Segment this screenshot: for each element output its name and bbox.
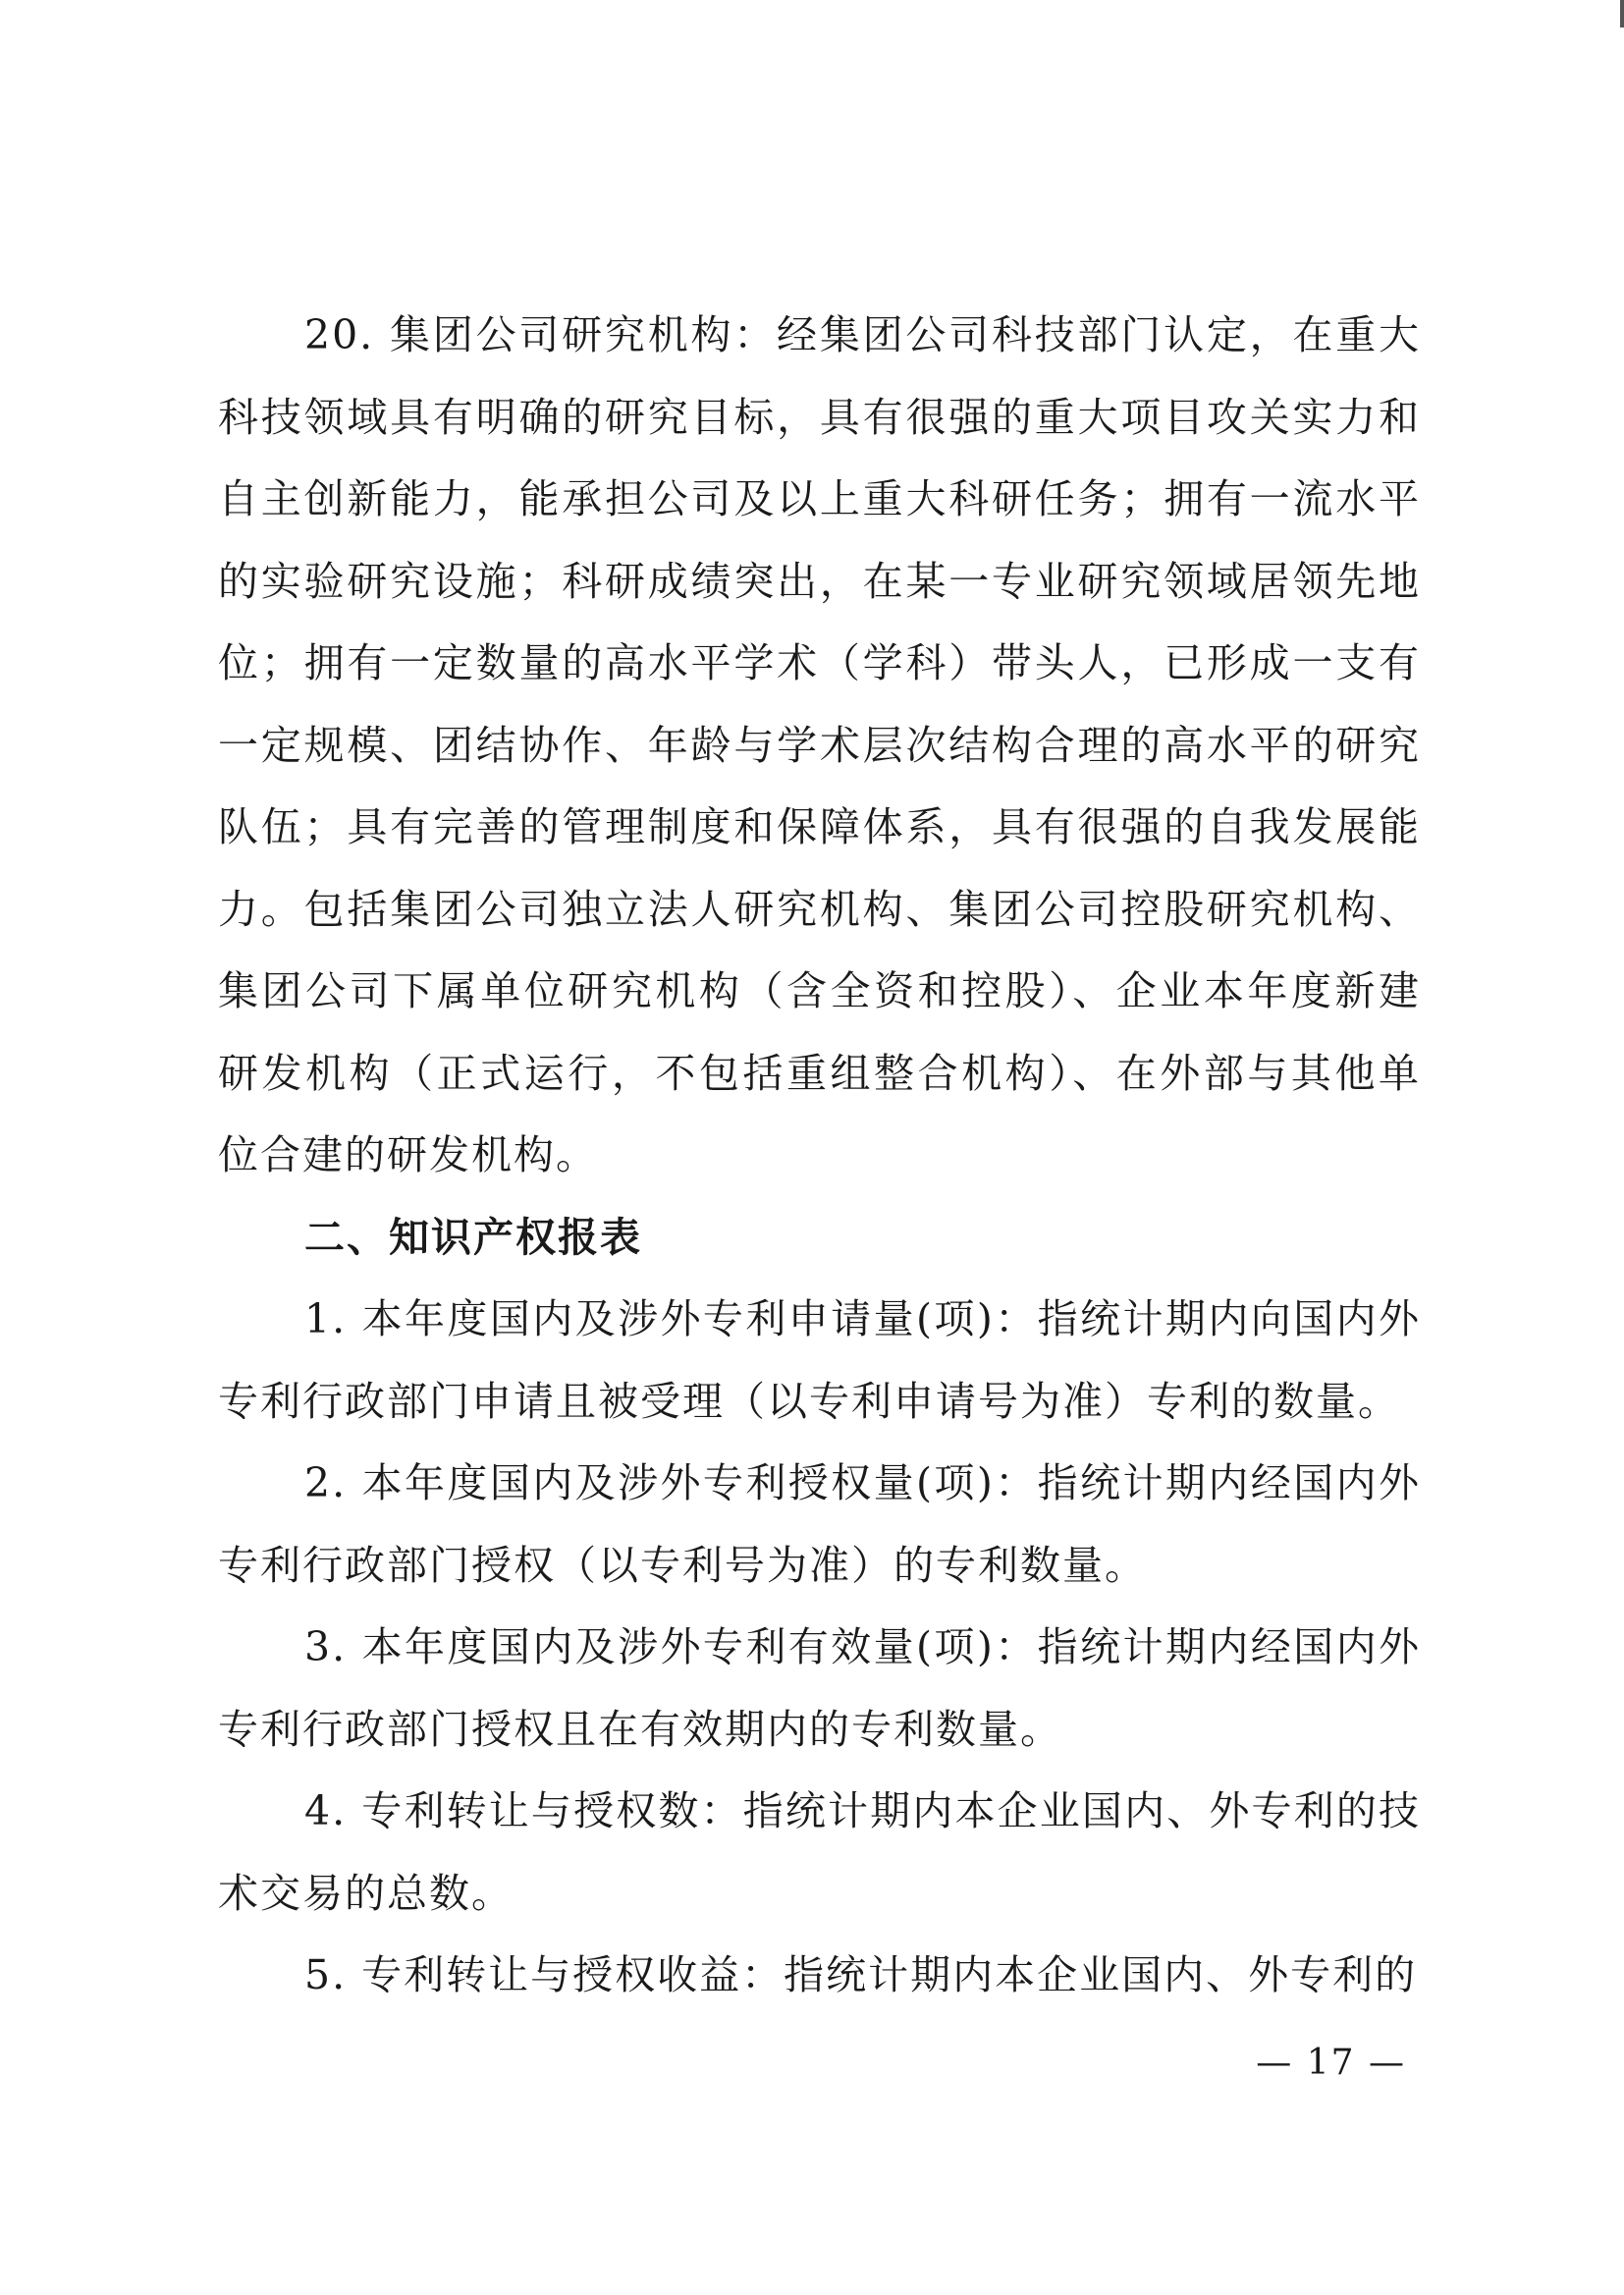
page-number: — 17 — — [1256, 2043, 1406, 2083]
scan-edge-mark — [1620, 0, 1624, 27]
paragraph-item-1: 1. 本年度国内及涉外专利申请量(项)：指统计期内向国内外专利行政部门申请且被受理（以专利申请号为准）专利的数量。 — [218, 1295, 1421, 1425]
paragraph-research-institution: 20. 集团公司研究机构：经集团公司科技部门认定，在重大科技领域具有明确的研究目标，具有很强的重大项目攻关实力和自主创新能力，能承担公司及以上重大科研任务；拥有一流水平的实验研究设施；科研成绩突出，在某一专业研究领域居领先地位；拥有一定数量的高水平学术（学科）带头人，已形成一支有一定规模、团结协作、年龄与学术层次结构合理的高水平的研究队伍；具有完善的管理制度和保障体系，具有很强的自我发展能力。包括集团公司独立法人研究机构、集团公司控股研究机构、集团公司下属单位研究机构（含全资和控股）、企业本年度新建研发机构（正式运行，不包括重组整合机构）、在外部与其他单位合建的研发机构。 — [218, 311, 1421, 1178]
paragraph-item-5: 5. 专利转让与授权收益：指统计期内本企业国内、外专利的 — [304, 1951, 1418, 1998]
document-body — [218, 295, 1421, 2017]
paragraph-item-3: 3. 本年度国内及涉外专利有效量(项)：指统计期内经国内外专利行政部门授权且在有效期内的专利数量。 — [218, 1623, 1421, 1753]
paragraph-item-4: 4. 专利转让与授权数：指统计期内本企业国内、外专利的技术交易的总数。 — [218, 1787, 1421, 1917]
paragraph-item-2: 2. 本年度国内及涉外专利授权量(项)：指统计期内经国内外专利行政部门授权（以专利号为准）的专利数量。 — [218, 1459, 1421, 1589]
section-heading-ip-report: 二、知识产权报表 — [304, 1213, 642, 1261]
